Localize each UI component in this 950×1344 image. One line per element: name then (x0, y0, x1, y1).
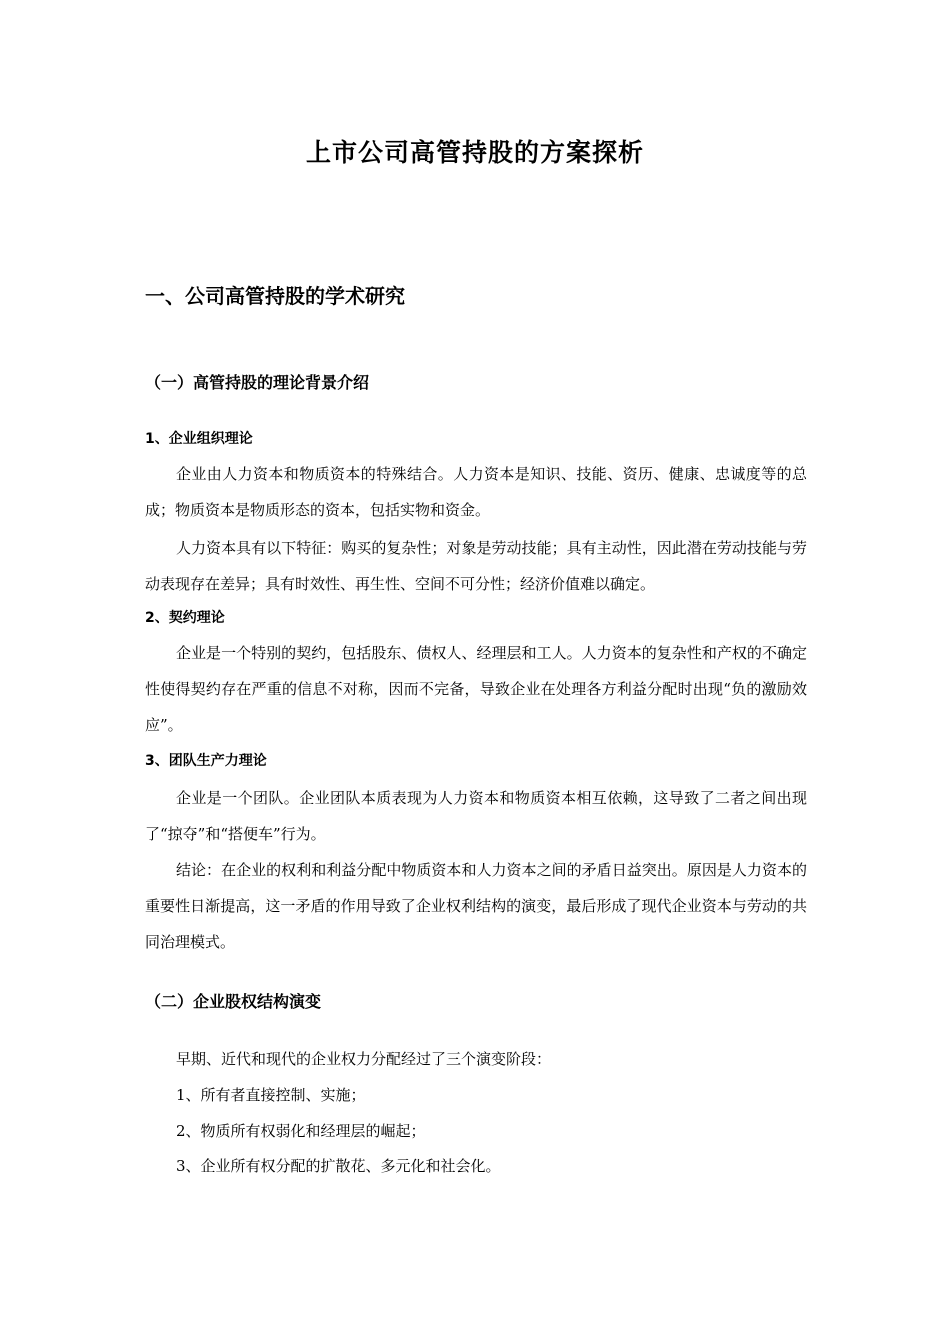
paragraph: 企业是一个特别的契约，包括股东、债权人、经理层和工人。人力资本的复杂性和产权的不确定性使得契约存在严重的信息不对称，因而不完备，导致企业在处理各方利益分配时出现“负的激励效应”。 (145, 644, 807, 734)
list-item: 2、物质所有权弱化和经理层的崛起； (176, 1122, 426, 1140)
subsection-heading-2: （二）企业股权结构演变 (145, 992, 322, 1011)
conclusion-paragraph: 结论：在企业的权利和利益分配中物质资本和人力资本之间的矛盾日益突出。原因是人力资本的重要性日渐提高，这一矛盾的作用导致了企业权利结构的演变，最后形成了现代企业资本与劳动的共同治理模式。 (145, 861, 807, 951)
subsection-heading-1: （一）高管持股的理论背景介绍 (145, 373, 370, 392)
list-intro: 早期、近代和现代的企业权力分配经过了三个演变阶段： (176, 1050, 552, 1068)
paragraph: 企业由人力资本和物质资本的特殊结合。人力资本是知识、技能、资历、健康、忠诚度等的总成；物质资本是物质形态的资本，包括实物和资金。 (145, 465, 807, 519)
theory-heading-1: 1、企业组织理论 (145, 431, 253, 447)
paragraph: 人力资本具有以下特征：购买的复杂性；对象是劳动技能；具有主动性，因此潜在劳动技能与劳动表现存在差异；具有时效性、再生性、空间不可分性；经济价值难以确定。 (145, 539, 807, 593)
list-item: 3、企业所有权分配的扩散花、多元化和社会化。 (176, 1157, 501, 1175)
document-title: 上市公司高管持股的方案探析 (305, 138, 644, 167)
paragraph: 企业是一个团队。企业团队本质表现为人力资本和物质资本相互依赖，这导致了二者之间出现了“掠夺”和“搭便车”行为。 (145, 789, 807, 843)
theory-heading-3: 3、团队生产力理论 (145, 753, 267, 769)
section-heading-1: 一、公司高管持股的学术研究 (145, 284, 405, 308)
theory-heading-2: 2、契约理论 (145, 610, 225, 626)
list-item: 1、所有者直接控制、实施； (176, 1086, 366, 1104)
